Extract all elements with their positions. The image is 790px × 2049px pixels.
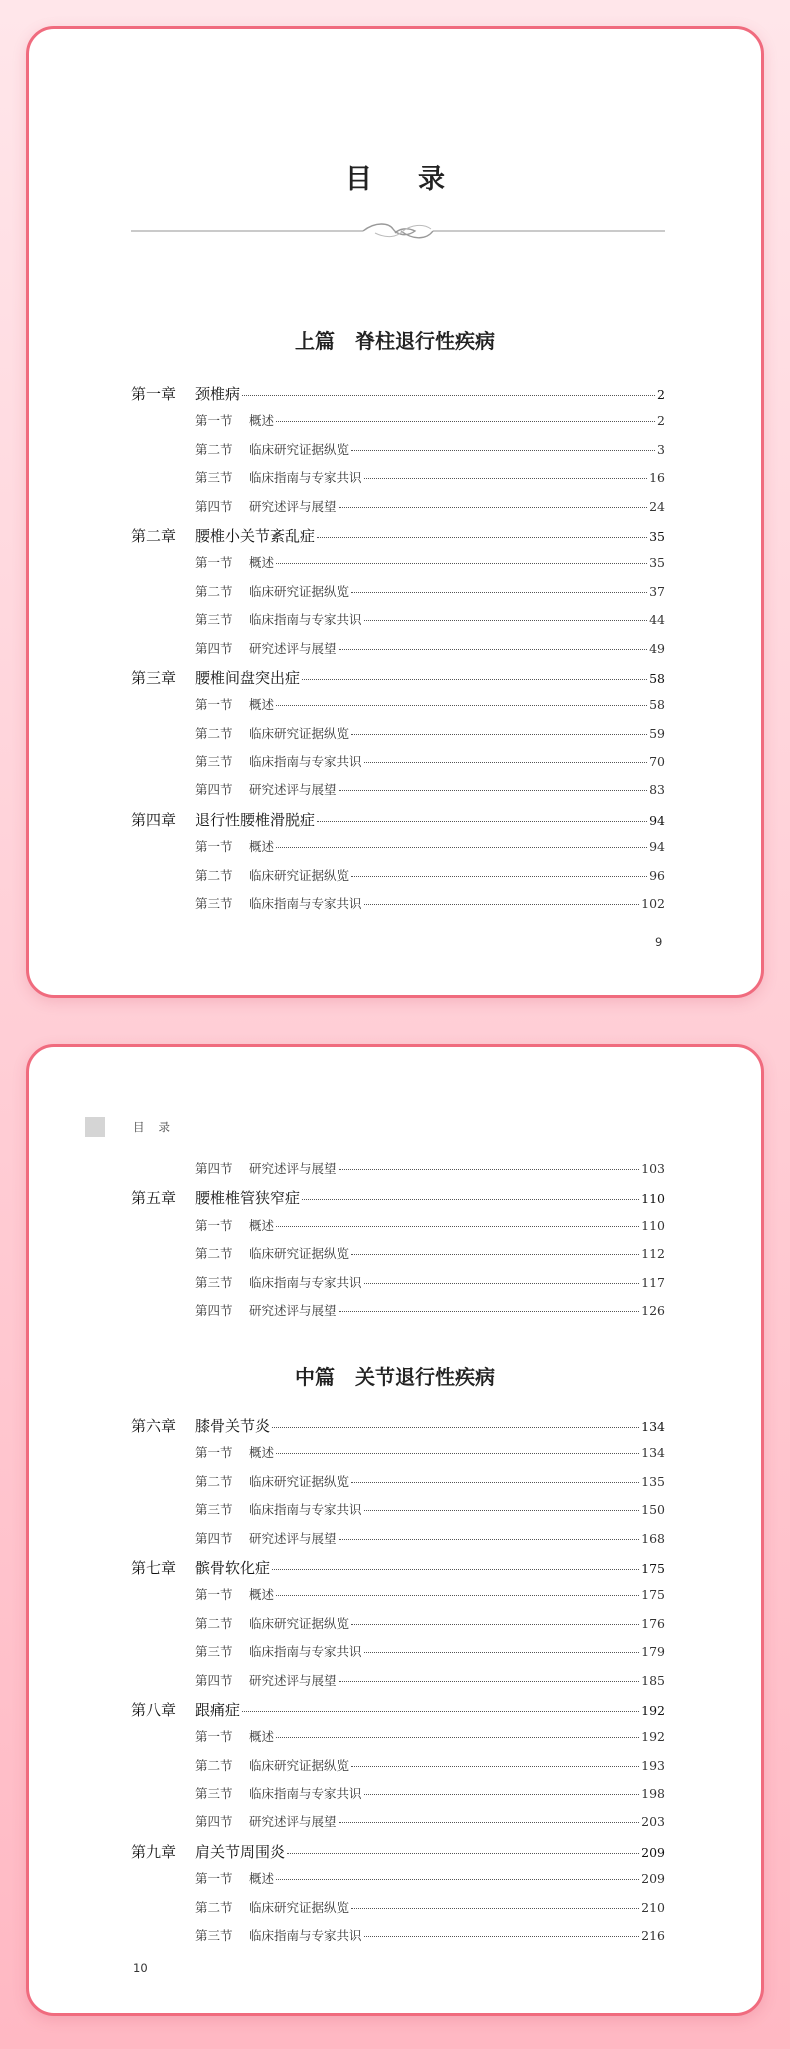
dot-leader bbox=[317, 821, 647, 822]
section-title: 临床研究证据纵览 bbox=[249, 441, 350, 457]
toc-title: 目录 bbox=[345, 164, 491, 195]
dot-leader bbox=[339, 1681, 640, 1682]
section-title: 研究述评与展望 bbox=[249, 1814, 337, 1830]
dot-leader bbox=[339, 1311, 640, 1312]
dot-leader bbox=[364, 762, 648, 763]
section-number: 第一节 bbox=[195, 1729, 233, 1745]
dot-leader bbox=[351, 1766, 639, 1767]
toc-section-entry[interactable] bbox=[131, 1301, 665, 1329]
section-number: 第四节 bbox=[195, 498, 233, 514]
section-number: 第二节 bbox=[195, 867, 233, 883]
toc-section-entry[interactable] bbox=[131, 1898, 665, 1926]
entry-page-number: 103 bbox=[641, 1161, 665, 1176]
section-number: 第四节 bbox=[195, 1672, 233, 1688]
section-title: 临床指南与专家共识 bbox=[249, 1274, 362, 1290]
section-number: 第一节 bbox=[195, 839, 233, 855]
chapter-number: 第八章 bbox=[131, 1700, 177, 1719]
toc-page-10 bbox=[26, 1044, 764, 2016]
section-title: 临床指南与专家共识 bbox=[249, 1502, 362, 1518]
dot-leader bbox=[351, 450, 655, 451]
section-title: 概述 bbox=[249, 1445, 275, 1461]
dot-leader bbox=[276, 847, 647, 848]
section-title: 概述 bbox=[249, 1587, 275, 1603]
dot-leader bbox=[351, 1624, 639, 1625]
dot-leader bbox=[302, 1199, 639, 1200]
toc-section-entry[interactable] bbox=[131, 440, 665, 468]
entry-page-number: 35 bbox=[649, 555, 665, 571]
dot-leader bbox=[302, 679, 647, 680]
dot-leader bbox=[339, 507, 648, 508]
section-number: 第四节 bbox=[195, 1161, 233, 1176]
dot-leader bbox=[339, 1539, 640, 1540]
dot-leader bbox=[276, 421, 655, 422]
toc-section-entry[interactable] bbox=[131, 1784, 665, 1812]
entry-page-number: 37 bbox=[649, 583, 665, 599]
toc-chapter-entry[interactable] bbox=[131, 525, 665, 553]
section-number: 第二节 bbox=[195, 1757, 233, 1773]
toc-section-entry[interactable] bbox=[131, 1812, 665, 1840]
part-title-upper: 上篇 脊柱退行性疾病 bbox=[295, 329, 495, 353]
toc-section-entry[interactable] bbox=[131, 582, 665, 610]
toc-section-entry[interactable] bbox=[131, 1869, 665, 1897]
dot-leader bbox=[351, 592, 647, 593]
dot-leader bbox=[242, 1711, 639, 1712]
entry-page-number: 49 bbox=[649, 640, 665, 656]
running-head-text: 目录 bbox=[133, 1120, 184, 1134]
entry-page-number: 94 bbox=[649, 812, 665, 828]
dot-leader bbox=[276, 705, 647, 706]
dot-leader bbox=[287, 1853, 639, 1854]
toc-section-entry[interactable] bbox=[131, 1926, 665, 1954]
dot-leader bbox=[276, 1453, 639, 1454]
section-number: 第三节 bbox=[195, 1502, 233, 1518]
toc-chapter-entry[interactable] bbox=[131, 1415, 665, 1443]
section-number: 第三节 bbox=[195, 1274, 233, 1290]
section-title: 概述 bbox=[249, 413, 275, 429]
section-title: 临床研究证据纵览 bbox=[249, 1757, 350, 1773]
entry-page-number: 3 bbox=[657, 441, 665, 457]
dot-leader bbox=[364, 1652, 640, 1653]
chapter-title: 肩关节周围炎 bbox=[195, 1842, 286, 1861]
toc-section-entry[interactable] bbox=[131, 1159, 665, 1187]
toc-section-entry[interactable] bbox=[131, 752, 665, 780]
dot-leader bbox=[364, 1794, 640, 1795]
dot-leader bbox=[351, 734, 647, 735]
section-number: 第三节 bbox=[195, 612, 233, 628]
dot-leader bbox=[339, 790, 648, 791]
section-number: 第一节 bbox=[195, 413, 233, 429]
toc-section-entry[interactable] bbox=[131, 724, 665, 752]
section-title: 临床研究证据纵览 bbox=[249, 1473, 350, 1489]
chapter-title: 跟痛症 bbox=[195, 1700, 241, 1719]
section-number: 第四节 bbox=[195, 640, 233, 656]
dot-leader bbox=[351, 876, 647, 877]
section-number: 第二节 bbox=[195, 725, 233, 741]
entry-page-number: 83 bbox=[649, 782, 665, 798]
entry-page-number: 94 bbox=[649, 839, 665, 855]
section-number: 第三节 bbox=[195, 1928, 233, 1944]
entry-page-number: 117 bbox=[641, 1274, 665, 1290]
section-title: 研究述评与展望 bbox=[249, 498, 337, 514]
chapter-number: 第三章 bbox=[131, 668, 177, 687]
chapter-number: 第二章 bbox=[131, 526, 177, 545]
toc-page-9 bbox=[26, 26, 764, 998]
entry-page-number: 58 bbox=[649, 670, 665, 686]
entry-page-number: 2 bbox=[657, 413, 665, 429]
section-number: 第一节 bbox=[195, 1871, 233, 1887]
toc-chapter-entry[interactable] bbox=[131, 1699, 665, 1727]
dot-leader bbox=[351, 1254, 639, 1255]
page-number: 9 bbox=[655, 935, 663, 949]
part-title-middle: 中篇 关节退行性疾病 bbox=[295, 1365, 495, 1389]
toc-section-entry[interactable] bbox=[131, 553, 665, 581]
entry-page-number: 70 bbox=[649, 754, 665, 770]
section-title: 临床指南与专家共识 bbox=[249, 1786, 362, 1802]
section-title: 研究述评与展望 bbox=[249, 1161, 337, 1176]
running-head bbox=[85, 1117, 184, 1137]
section-number: 第二节 bbox=[195, 441, 233, 457]
entry-page-number: 175 bbox=[641, 1587, 665, 1603]
section-title: 临床研究证据纵览 bbox=[249, 867, 350, 883]
section-number: 第四节 bbox=[195, 782, 233, 798]
running-head-marker bbox=[85, 1117, 105, 1137]
entry-page-number: 44 bbox=[649, 612, 665, 628]
entry-page-number: 209 bbox=[641, 1844, 665, 1860]
toc-section-entry[interactable] bbox=[131, 610, 665, 638]
section-title: 临床研究证据纵览 bbox=[249, 1899, 350, 1915]
chapter-number: 第五章 bbox=[131, 1189, 177, 1208]
dot-leader bbox=[276, 1737, 639, 1738]
dot-leader bbox=[276, 1879, 639, 1880]
section-title: 临床研究证据纵览 bbox=[249, 1615, 350, 1631]
toc-section-entry[interactable] bbox=[131, 866, 665, 894]
page-number: 10 bbox=[133, 1961, 148, 1975]
entry-page-number: 216 bbox=[641, 1928, 665, 1944]
section-number: 第四节 bbox=[195, 1530, 233, 1546]
toc-chapter-entry[interactable] bbox=[131, 809, 665, 837]
toc-chapter-entry[interactable] bbox=[131, 1187, 665, 1215]
chapter-number: 第七章 bbox=[131, 1558, 177, 1577]
section-number: 第一节 bbox=[195, 1587, 233, 1603]
dot-leader bbox=[272, 1569, 639, 1570]
section-title: 概述 bbox=[249, 1729, 275, 1745]
section-number: 第二节 bbox=[195, 1246, 233, 1262]
section-title: 临床指南与专家共识 bbox=[249, 1928, 362, 1944]
dot-leader bbox=[339, 1169, 640, 1170]
section-title: 临床研究证据纵览 bbox=[249, 583, 350, 599]
section-number: 第四节 bbox=[195, 1814, 233, 1830]
dot-leader bbox=[351, 1482, 639, 1483]
chapter-title: 颈椎病 bbox=[195, 385, 241, 403]
entry-page-number: 58 bbox=[649, 697, 665, 713]
section-number: 第四节 bbox=[195, 1302, 233, 1318]
entry-page-number: 185 bbox=[641, 1672, 665, 1688]
entry-page-number: 179 bbox=[641, 1644, 665, 1660]
toc-section-entry[interactable] bbox=[131, 780, 665, 808]
section-title: 临床指南与专家共识 bbox=[249, 1644, 362, 1660]
chapter-title: 退行性腰椎滑脱症 bbox=[195, 810, 316, 829]
chapter-number: 第六章 bbox=[131, 1417, 177, 1435]
dot-leader bbox=[364, 1510, 640, 1511]
dot-leader bbox=[242, 395, 655, 396]
dot-leader bbox=[276, 1226, 639, 1227]
dot-leader bbox=[339, 1822, 640, 1823]
toc-section-entry[interactable] bbox=[131, 1756, 665, 1784]
dot-leader bbox=[364, 1283, 640, 1284]
dot-leader bbox=[364, 478, 648, 479]
section-title: 研究述评与展望 bbox=[249, 640, 337, 656]
toc-section-entry[interactable] bbox=[131, 695, 665, 723]
section-title: 临床研究证据纵览 bbox=[249, 1246, 350, 1262]
toc-section-entry[interactable] bbox=[131, 894, 665, 922]
chapter-title: 腰椎间盘突出症 bbox=[195, 668, 301, 687]
dot-leader bbox=[317, 537, 647, 538]
entry-page-number: 198 bbox=[641, 1786, 665, 1802]
section-title: 概述 bbox=[249, 697, 275, 713]
section-number: 第一节 bbox=[195, 1217, 233, 1233]
toc-section-entry[interactable] bbox=[131, 1671, 665, 1699]
entry-page-number: 203 bbox=[641, 1814, 665, 1830]
entry-page-number: 134 bbox=[641, 1445, 665, 1461]
entry-page-number: 2 bbox=[657, 387, 665, 402]
entry-page-number: 96 bbox=[649, 867, 665, 883]
toc-chapter-entry[interactable] bbox=[131, 1841, 665, 1869]
entry-page-number: 135 bbox=[641, 1473, 665, 1489]
chapter-number: 第九章 bbox=[131, 1842, 177, 1861]
entry-page-number: 24 bbox=[649, 498, 665, 514]
toc-section-entry[interactable] bbox=[131, 1614, 665, 1642]
entry-page-number: 209 bbox=[641, 1871, 665, 1887]
toc-section-entry[interactable] bbox=[131, 1443, 665, 1471]
toc-chapter-entry[interactable] bbox=[131, 667, 665, 695]
section-title: 概述 bbox=[249, 839, 275, 855]
chapter-number: 第四章 bbox=[131, 810, 177, 829]
section-number: 第一节 bbox=[195, 1445, 233, 1461]
toc-chapter-entry[interactable] bbox=[131, 1557, 665, 1585]
section-title: 临床研究证据纵览 bbox=[249, 725, 350, 741]
entry-page-number: 110 bbox=[641, 1217, 665, 1233]
chapter-title: 髌骨软化症 bbox=[195, 1558, 271, 1577]
section-number: 第一节 bbox=[195, 555, 233, 571]
toc-section-entry[interactable] bbox=[131, 639, 665, 667]
dot-leader bbox=[276, 1595, 639, 1596]
section-number: 第三节 bbox=[195, 1644, 233, 1660]
section-title: 临床指南与专家共识 bbox=[249, 896, 362, 912]
toc-list bbox=[131, 383, 665, 922]
section-number: 第三节 bbox=[195, 470, 233, 486]
entry-page-number: 175 bbox=[641, 1560, 665, 1576]
entry-page-number: 59 bbox=[649, 725, 665, 741]
section-number: 第二节 bbox=[195, 1615, 233, 1631]
toc-section-entry[interactable] bbox=[131, 1529, 665, 1557]
toc-section-entry[interactable] bbox=[131, 411, 665, 439]
section-title: 临床指南与专家共识 bbox=[249, 612, 362, 628]
toc-section-entry[interactable] bbox=[131, 1642, 665, 1670]
entry-page-number: 102 bbox=[641, 896, 665, 912]
title-ornament-divider bbox=[131, 219, 665, 243]
chapter-title: 腰椎小关节紊乱症 bbox=[195, 526, 316, 545]
dot-leader bbox=[364, 620, 648, 621]
toc-section-entry[interactable] bbox=[131, 1585, 665, 1613]
section-number: 第二节 bbox=[195, 1899, 233, 1915]
toc-section-entry[interactable] bbox=[131, 1727, 665, 1755]
chapter-title: 腰椎椎管狭窄症 bbox=[195, 1189, 301, 1208]
section-title: 概述 bbox=[249, 1871, 275, 1887]
toc-chapter-entry[interactable] bbox=[131, 383, 665, 411]
toc-section-entry[interactable] bbox=[131, 468, 665, 496]
section-title: 研究述评与展望 bbox=[249, 1672, 337, 1688]
section-number: 第一节 bbox=[195, 697, 233, 713]
toc-section-entry[interactable] bbox=[131, 1273, 665, 1301]
entry-page-number: 192 bbox=[641, 1702, 665, 1718]
section-title: 研究述评与展望 bbox=[249, 1302, 337, 1318]
section-number: 第三节 bbox=[195, 1786, 233, 1802]
section-title: 临床指南与专家共识 bbox=[249, 754, 362, 770]
entry-page-number: 134 bbox=[641, 1419, 665, 1434]
entry-page-number: 210 bbox=[641, 1899, 665, 1915]
entry-page-number: 35 bbox=[649, 528, 665, 544]
chapter-number: 第一章 bbox=[131, 385, 177, 403]
dot-leader bbox=[364, 904, 640, 905]
section-number: 第二节 bbox=[195, 583, 233, 599]
toc-list bbox=[131, 1159, 665, 1329]
entry-page-number: 150 bbox=[641, 1502, 665, 1518]
entry-page-number: 168 bbox=[641, 1530, 665, 1546]
entry-page-number: 192 bbox=[641, 1729, 665, 1745]
entry-page-number: 110 bbox=[641, 1191, 665, 1207]
section-number: 第三节 bbox=[195, 896, 233, 912]
entry-page-number: 112 bbox=[641, 1246, 665, 1262]
toc-section-entry[interactable] bbox=[131, 837, 665, 865]
entry-page-number: 193 bbox=[641, 1757, 665, 1773]
entry-page-number: 16 bbox=[649, 470, 665, 486]
entry-page-number: 126 bbox=[641, 1302, 665, 1318]
toc-section-entry[interactable] bbox=[131, 497, 665, 525]
dot-leader bbox=[339, 649, 648, 650]
section-title: 概述 bbox=[249, 1217, 275, 1233]
section-number: 第三节 bbox=[195, 754, 233, 770]
toc-list bbox=[131, 1415, 665, 1954]
section-title: 概述 bbox=[249, 555, 275, 571]
dot-leader bbox=[272, 1427, 639, 1428]
section-title: 临床指南与专家共识 bbox=[249, 470, 362, 486]
toc-section-entry[interactable] bbox=[131, 1244, 665, 1272]
chapter-title: 膝骨关节炎 bbox=[195, 1417, 271, 1435]
section-title: 研究述评与展望 bbox=[249, 782, 337, 798]
toc-section-entry[interactable] bbox=[131, 1500, 665, 1528]
section-title: 研究述评与展望 bbox=[249, 1530, 337, 1546]
dot-leader bbox=[276, 563, 647, 564]
toc-section-entry[interactable] bbox=[131, 1216, 665, 1244]
dot-leader bbox=[364, 1936, 640, 1937]
dot-leader bbox=[351, 1908, 639, 1909]
toc-section-entry[interactable] bbox=[131, 1472, 665, 1500]
entry-page-number: 176 bbox=[641, 1615, 665, 1631]
section-number: 第二节 bbox=[195, 1473, 233, 1489]
